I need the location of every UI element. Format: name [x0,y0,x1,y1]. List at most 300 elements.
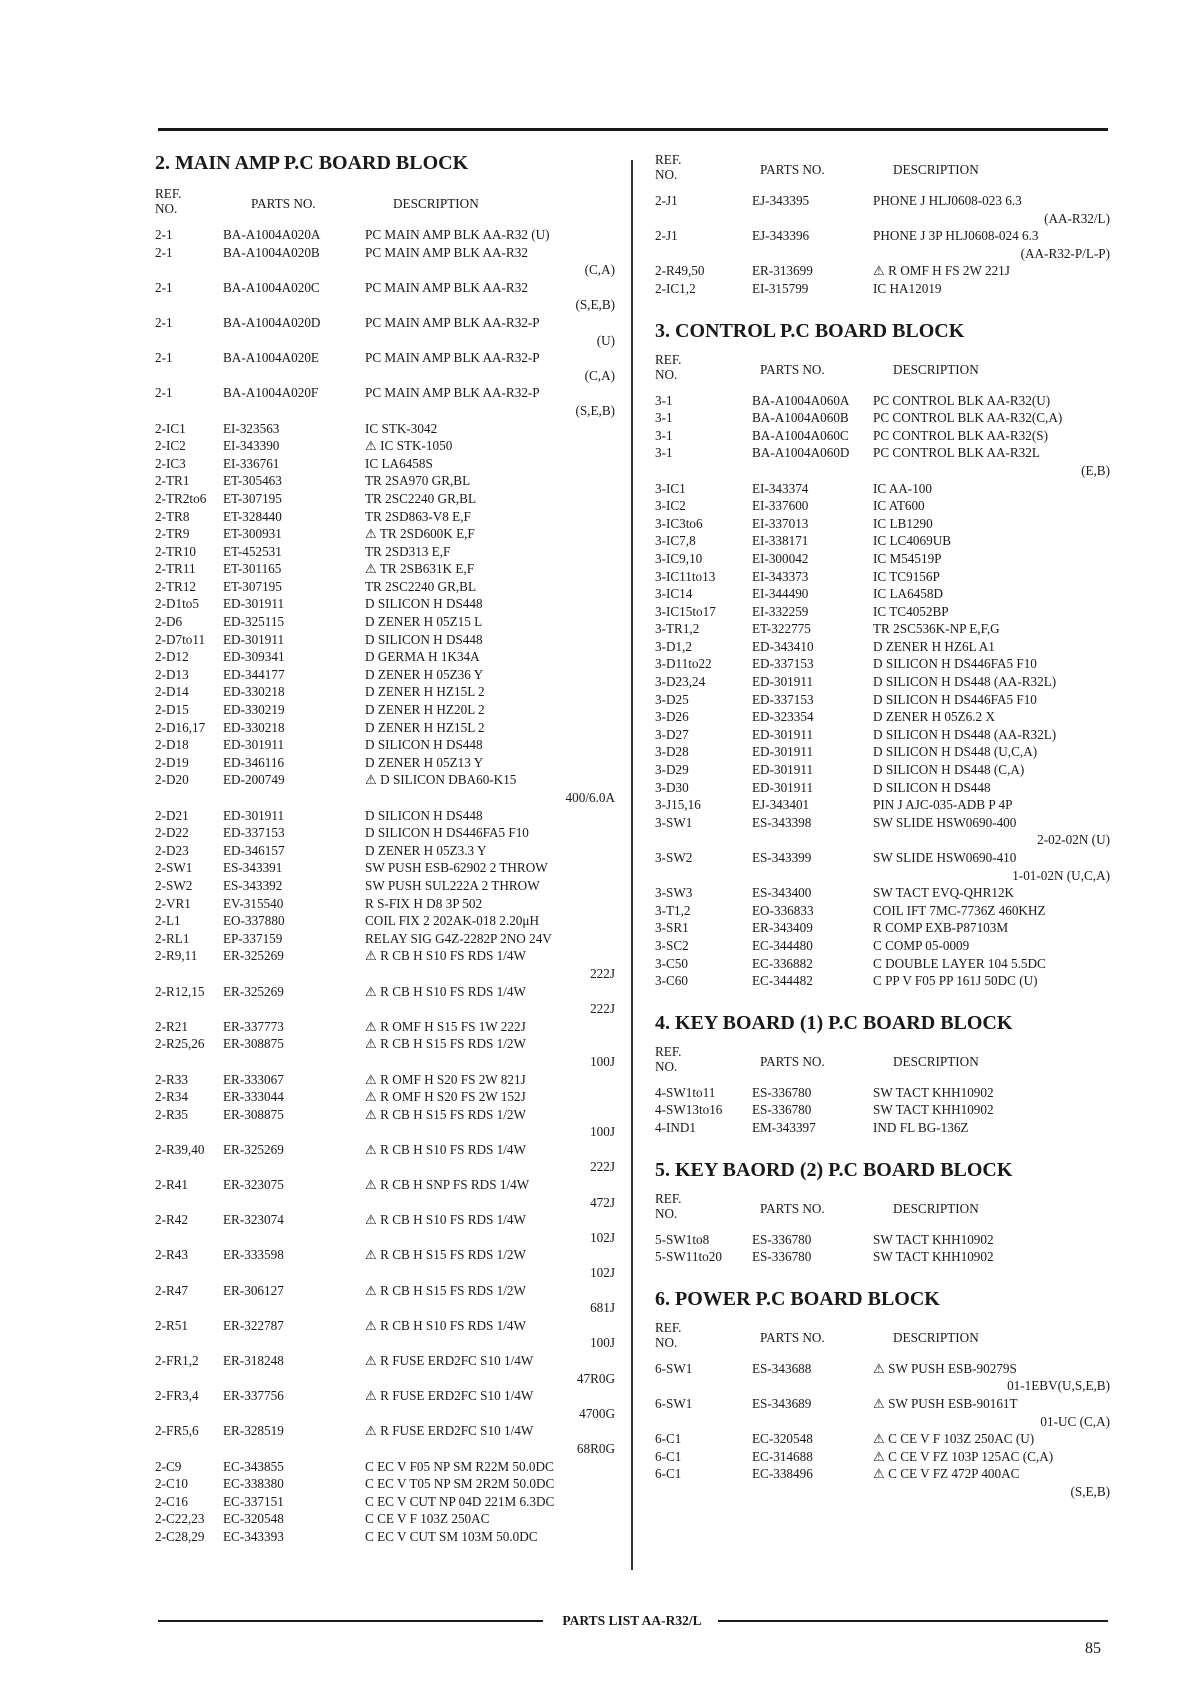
description: C DOUBLE LAYER 104 5.5DC [873,955,1046,971]
parts-no: ED-330218 [223,719,285,735]
description: C EC V CUT SM 103M 50.0DC [365,1528,538,1544]
ref-no: 3-IC7,8 [655,533,696,549]
description: PC MAIN AMP BLK AA-R32 [365,279,528,295]
table-row [655,1248,1110,1266]
parts-no: BA-A1004A020F [223,385,319,401]
table-row [155,1071,615,1089]
description: PC MAIN AMP BLK AA-R32 (U) [365,227,550,242]
description: IC LA6458D [873,586,943,602]
table-row-continuation [655,831,1110,849]
ref-no: 3-IC3to6 [655,515,703,531]
parts-no: ER-308875 [223,1036,284,1052]
table-row [155,1510,615,1528]
ref-no: 2-R49,50 [655,263,705,279]
ref-no: 2-SW1 [155,860,193,876]
parts-no: ER-337756 [223,1388,284,1404]
description: D ZENER H 05Z6.2 X [873,709,995,725]
header-parts-no: PARTS NO. [760,1053,825,1069]
description: ⚠ R OMF H FS 2W 221J [873,263,1010,279]
table-row [655,227,1110,245]
table-row [155,859,615,877]
table-row [155,472,615,490]
description: IC M54519P [873,550,942,566]
parts-no: EJ-343395 [752,193,810,208]
ref-no: 2-D15 [155,702,189,718]
parts-no: EV-315540 [223,895,284,911]
table-row [655,620,1110,638]
ref-no: 3-D25 [655,691,689,707]
parts-no: EJ-343401 [752,797,810,813]
ref-no: 2-1 [155,244,173,260]
ref-no: 2-IC3 [155,455,186,471]
parts-no: ED-330218 [223,684,285,700]
table-row [155,1352,615,1370]
description: ⚠ R CB H S15 FS RDS 1/2W [365,1036,526,1052]
table-row [655,550,1110,568]
description: 681J [590,1300,615,1316]
header-description: DESCRIPTION [893,1329,979,1345]
ref-no: 2-D20 [155,772,189,788]
ref-no: 2-R25,26 [155,1036,205,1052]
table-row [155,1246,615,1264]
table-header [655,350,1110,388]
table-row-continuation [155,789,615,807]
table-row [155,1317,615,1335]
parts-no: ES-343392 [223,877,283,893]
table-row-continuation [155,1123,615,1141]
header-description: DESCRIPTION [893,162,979,177]
table-row-continuation [155,1194,615,1212]
parts-no: EC-338496 [752,1466,813,1482]
description: SW TACT EVQ-QHR12K [873,885,1015,901]
header-ref-no: REF. NO. [655,152,682,182]
parts-no: ED-301911 [223,737,285,753]
parts-no: EO-337880 [223,913,285,929]
description: 100J [590,1124,615,1140]
parts-no: ED-301911 [752,744,814,760]
table-row-continuation [155,1229,615,1247]
description: TR 2SD863-V8 E,F [365,508,471,524]
table-row-continuation [655,245,1110,263]
description: 102J [590,1265,615,1281]
parts-no: ES-343689 [752,1395,812,1411]
description: D SILICON H DS448 (AA-R32L) [873,674,1057,690]
table-row [155,947,615,965]
header-parts-no: PARTS NO. [760,361,825,377]
ref-no: 2-L1 [155,913,181,929]
ref-no: 3-C60 [655,973,688,989]
table-row-continuation [655,1413,1110,1431]
table-row [155,244,615,262]
table-row [655,497,1110,515]
ref-no: 2-D16,17 [155,719,206,735]
table-row [155,1528,615,1546]
table-header [655,150,1110,188]
header-ref-no: REF. NO. [655,1190,682,1221]
ref-no: 3-T1,2 [655,902,691,918]
ref-no: 2-D13 [155,666,189,682]
ref-no: 4-IND1 [655,1119,697,1135]
parts-no: ED-325115 [223,614,285,630]
ref-no: 2-D1to5 [155,596,199,612]
table-row [655,849,1110,867]
table-row [155,648,615,666]
table-row [655,655,1110,673]
parts-no: EI-343374 [752,480,809,496]
ref-no: 2-TR10 [155,543,197,559]
table-row [655,638,1110,656]
header-parts-no: PARTS NO. [251,196,316,211]
parts-no: EC-336882 [752,955,813,971]
description: ⚠ R FUSE ERD2FC S10 1/4W [365,1353,534,1368]
description: (U) [596,332,615,348]
ref-no: 4-SW1to11 [655,1084,716,1100]
description: D SILICON H DS448 (C,A) [873,762,1025,778]
table-row [155,349,615,367]
parts-no: EI-336761 [223,455,280,471]
parts-no: ET-301165 [223,561,282,577]
parts-no: BA-A1004A020D [223,314,321,330]
parts-no: ED-337153 [223,825,285,841]
description: ⚠ SW PUSH ESB-90279S [873,1360,1017,1376]
table-row-continuation [155,1405,615,1423]
description: PC MAIN AMP BLK AA-R32-P [365,314,540,330]
description: D SILICON H DS446FA5 F10 [365,825,529,841]
description: IC TC9156P [873,568,940,584]
parts-no: ER-333598 [223,1247,284,1263]
description: ⚠ R CB H S15 FS RDS 1/2W [365,1106,526,1122]
ref-no: 2-C10 [155,1476,188,1492]
table-row [655,796,1110,814]
parts-no: EI-337013 [752,515,809,531]
table-row-continuation [155,367,615,385]
table-row [655,444,1110,462]
ref-no: 2-FR5,6 [155,1423,199,1439]
description: (S,E,B) [1070,1483,1110,1499]
parts-no: EO-336833 [752,902,814,918]
description: D SILICON H DS448 [365,596,483,612]
parts-no: ER-323074 [223,1212,284,1228]
parts-no: BA-A1004A060C [752,427,849,443]
table-row [155,930,615,948]
parts-no: EC-320548 [752,1431,813,1447]
ref-no: 3-1 [655,392,673,408]
table-row [155,754,615,772]
description: C COMP 05-0009 [873,937,970,953]
table-row [655,1101,1110,1119]
ref-no: 2-TR9 [155,526,190,542]
parts-no: ES-336780 [752,1231,812,1247]
table-header [155,184,615,222]
description: C EC V T05 NP SM 2R2M 50.0DC [365,1476,555,1492]
ref-no: 2-R34 [155,1089,188,1105]
description: R S-FIX H D8 3P 502 [365,895,483,911]
ref-no: 2-C28,29 [155,1528,205,1544]
header-description: DESCRIPTION [893,361,979,377]
description: ⚠ C CE V FZ 103P 125AC (C,A) [873,1448,1054,1464]
parts-no: ED-301911 [223,596,285,612]
description: ⚠ D SILICON DBA60-K15 [365,772,517,788]
description: C CE V F 103Z 250AC [365,1511,490,1527]
description: 2-02-02N (U) [1037,832,1110,848]
ref-no: 3-IC2 [655,498,686,514]
table-row [155,1422,615,1440]
ref-no: 2-D18 [155,737,189,753]
description: TR 2SA970 GR,BL [365,473,471,489]
table-row-continuation [155,1299,615,1317]
parts-section [655,318,1110,990]
table-row [655,1448,1110,1466]
ref-no: 2-D22 [155,825,189,841]
parts-no: EI-332259 [752,603,809,619]
ref-no: 6-C1 [655,1448,682,1464]
table-row [655,937,1110,955]
ref-no: 2-RL1 [155,930,190,946]
parts-no: ER-333044 [223,1089,284,1105]
description: RELAY SIG G4Z-2282P 2NO 24V [365,930,552,946]
parts-no: BA-A1004A060D [752,445,850,461]
parts-no: ES-343391 [223,860,283,876]
parts-section [655,1286,1110,1501]
parts-no: ED-346116 [223,754,285,770]
parts-no: ES-336780 [752,1102,812,1118]
parts-no: EI-338171 [752,533,809,549]
parts-no: ER-325269 [223,983,284,999]
ref-no: 3-IC1 [655,480,686,496]
table-row [655,708,1110,726]
ref-no: 2-D21 [155,807,189,823]
ref-no: 3-D30 [655,779,689,795]
parts-no: ER-306127 [223,1282,284,1298]
parts-no: ET-328440 [223,508,282,524]
section-title: 4. KEY BOARD (1) P.C BOARD BLOCK [655,1011,1013,1034]
description: ⚠ R OMF H S20 FS 2W 821J [365,1071,526,1087]
table-row-continuation [655,462,1110,480]
table-row [155,666,615,684]
parts-no: ET-300931 [223,526,282,542]
table-row [155,578,615,596]
table-row [655,884,1110,902]
ref-no: 2-R35 [155,1106,188,1122]
footer-rule-left [158,1620,543,1622]
table-row [655,192,1110,210]
table-row [155,912,615,930]
ref-no: 2-IC1,2 [655,280,696,296]
description: ⚠ R OMF H S20 FS 2W 152J [365,1089,526,1105]
description: ⚠ R CB H S10 FS RDS 1/4W [365,1317,526,1333]
table-row [155,455,615,473]
description: 01-UC (C,A) [1040,1413,1110,1429]
table-row [155,1176,615,1194]
table-row [655,1084,1110,1102]
parts-no: BA-A1004A020C [223,279,320,295]
parts-no: ET-307195 [223,578,282,594]
description: ⚠ IC STK-1050 [365,438,453,454]
section-title: 6. POWER P.C BOARD BLOCK [655,1287,940,1310]
parts-no: EC-343393 [223,1528,284,1544]
ref-no: 2-R47 [155,1282,188,1298]
ref-no: 2-IC2 [155,438,186,454]
description: D SILICON H DS448 [873,779,991,795]
parts-section [655,1157,1110,1266]
table-row [155,719,615,737]
parts-no: ER-325269 [223,948,284,964]
table-row-continuation [155,1264,615,1282]
parts-no: ES-343400 [752,885,812,901]
ref-no: 3-D27 [655,726,689,742]
header-parts-no: PARTS NO. [760,162,825,177]
table-row [655,673,1110,691]
table-row [155,824,615,842]
parts-no: ET-322775 [752,621,811,637]
table-row [655,532,1110,550]
table-row-continuation [155,296,615,314]
table-row [655,603,1110,621]
parts-no: ED-330219 [223,702,285,718]
parts-no: ED-301911 [752,726,814,742]
table-row [155,1106,615,1124]
left-column [155,150,615,1546]
description: TR 2SC2240 GR,BL [365,578,477,594]
description: SW TACT KHH10902 [873,1231,994,1247]
table-row [155,314,615,332]
parts-no: ET-305463 [223,473,282,489]
parts-no: ES-336780 [752,1084,812,1100]
parts-no: BA-A1004A060A [752,392,850,408]
ref-no: 2-1 [155,227,173,242]
footer [158,1613,1108,1629]
page-number: 85 [1085,1640,1101,1657]
ref-no: 3-C50 [655,955,688,971]
ref-no: 3-1 [655,445,673,461]
table-header [655,1189,1110,1227]
description: D ZENER H 05Z15 L [365,614,483,630]
table-row [655,480,1110,498]
description: D SILICON H DS446FA5 F10 [873,691,1037,707]
parts-no: ED-301911 [223,631,285,647]
ref-no: 2-C22,23 [155,1511,205,1527]
table-row [155,983,615,1001]
description: TR 2SD313 E,F [365,543,451,559]
description: D ZENER H HZ6L A1 [873,638,995,654]
description: D ZENER H HZ15L 2 [365,684,485,700]
parts-no: EI-337600 [752,498,809,514]
description: 400/6.0A [565,790,615,805]
table-row [655,409,1110,427]
description: PHONE J 3P HLJ0608-024 6.3 [873,228,1039,244]
top-rule [158,128,1108,131]
description: IC LB1290 [873,515,933,531]
parts-no: ES-343399 [752,850,812,865]
table-row [655,955,1110,973]
ref-no: 2-D23 [155,842,189,858]
table-row [655,972,1110,990]
table-row [155,1211,615,1229]
right-column [655,150,1110,1500]
description: IC STK-3042 [365,420,438,436]
column-divider [631,160,633,1570]
table-row [655,1430,1110,1448]
ref-no: 3-SW3 [655,885,693,901]
ref-no: 2-1 [155,350,173,366]
parts-no: ET-307195 [223,490,282,506]
header-parts-no: PARTS NO. [760,1329,825,1345]
description: IC AT600 [873,498,925,514]
table-row [155,226,615,244]
ref-no: 2-FR3,4 [155,1388,199,1404]
parts-no: ED-337153 [752,656,814,672]
description: C EC V CUT NP 04D 221M 6.3DC [365,1493,555,1509]
table-row-continuation [155,332,615,350]
parts-no: EI-343373 [752,568,809,584]
parts-no: ED-200749 [223,772,285,788]
table-row [155,490,615,508]
table-row [655,1360,1110,1378]
description: D SILICON H DS448 [365,631,483,647]
ref-no: 3-IC15to17 [655,603,716,619]
table-row [655,902,1110,920]
header-parts-no: PARTS NO. [760,1200,825,1216]
table-row-continuation [155,1053,615,1071]
description: PC CONTROL BLK AA-R32(S) [873,427,1048,443]
description: ⚠ R CB H S10 FS RDS 1/4W [365,1141,526,1157]
ref-no: 5-SW1to8 [655,1231,710,1247]
description: D ZENER H HZ15L 2 [365,719,485,735]
table-row [655,919,1110,937]
parts-no: EM-343397 [752,1119,816,1135]
table-row-continuation [155,261,615,279]
ref-no: 3-D11to22 [655,656,712,672]
description: 102J [590,1229,615,1245]
table-row-continuation [155,1440,615,1458]
parts-no: EI-323563 [223,420,280,436]
ref-no: 2-IC1 [155,420,186,436]
ref-no: 3-J15,16 [655,797,701,813]
table-row [155,508,615,526]
ref-no: 2-D14 [155,684,189,700]
parts-no: ES-343688 [752,1360,812,1376]
table-row-continuation [155,1158,615,1176]
description: IC AA-100 [873,480,932,496]
ref-no: 2-1 [155,279,173,295]
parts-no: ER-323075 [223,1177,284,1193]
description: (C,A) [584,367,615,383]
parts-no: ED-323354 [752,709,814,725]
parts-no: BA-A1004A020E [223,350,319,366]
description: 100J [590,1053,615,1069]
parts-no: ED-301911 [752,674,814,690]
description: ⚠ C CE V FZ 472P 400AC [873,1466,1020,1482]
table-row-continuation [655,867,1110,885]
description: ⚠ TR 2SD600K E,F [365,526,475,542]
ref-no: 2-R12,15 [155,983,205,999]
description: D ZENER H 05Z36 Y [365,666,484,682]
description: D ZENER H 05Z3.3 Y [365,842,487,858]
parts-no: ED-309341 [223,649,285,665]
parts-no: ER-318248 [223,1353,284,1368]
parts-no: ED-346157 [223,842,285,858]
parts-no: EC-338380 [223,1476,284,1492]
table-row [155,842,615,860]
table-row [155,807,615,825]
description: ⚠ R CB H S15 FS RDS 1/2W [365,1282,526,1298]
ref-no: 3-IC11to13 [655,568,716,584]
parts-no: EI-343390 [223,438,280,454]
description: IC TC4052BP [873,603,949,619]
table-row [155,701,615,719]
parts-no: ED-337153 [752,691,814,707]
parts-no: EC-320548 [223,1511,284,1527]
